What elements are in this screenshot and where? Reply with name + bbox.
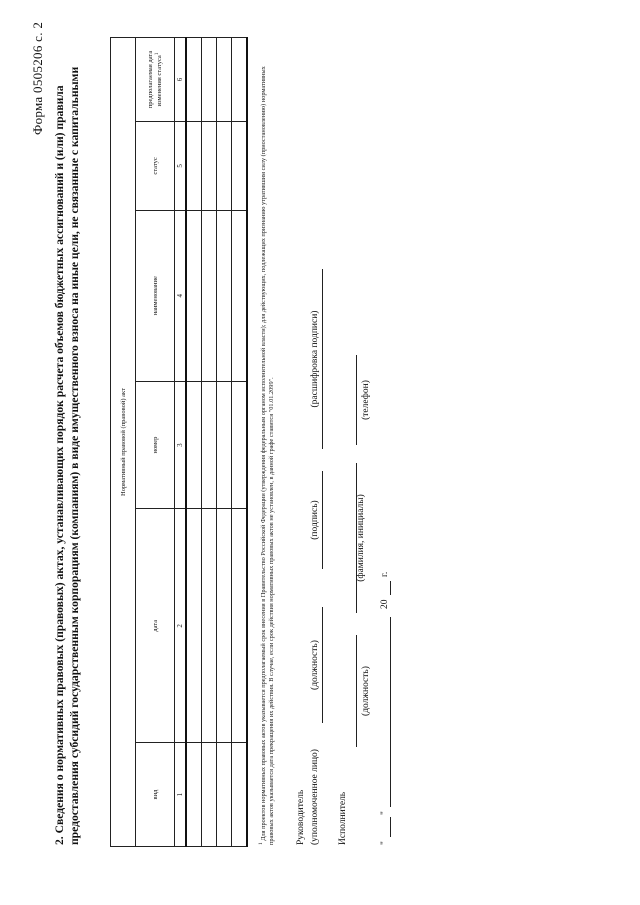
- date-quote-open: ": [380, 841, 390, 845]
- date-year-prefix: 20: [380, 599, 390, 609]
- table-cell: [202, 121, 217, 210]
- col-header-status-change-date-text: предполагаемая дата изменения статуса: [146, 50, 164, 109]
- date-day-line: [390, 817, 391, 837]
- date-suffix: г.: [380, 571, 390, 577]
- table-row: [217, 38, 232, 847]
- col-header-status-change-date: [136, 38, 175, 122]
- table-cell: [217, 38, 232, 122]
- table-cell: [232, 509, 248, 743]
- table-cell: [217, 121, 232, 210]
- col-header-date: дата: [136, 509, 175, 743]
- table-cell: [186, 38, 202, 122]
- table-cell: [217, 210, 232, 381]
- form-code: Форма 0505206 с. 2: [30, 21, 45, 135]
- table-cell: [186, 210, 202, 381]
- table-cell: [186, 381, 202, 509]
- head-label: Руководитель: [296, 789, 306, 845]
- head-signature-caption: (подпись): [310, 500, 320, 540]
- date-quote-close: ": [380, 811, 390, 815]
- head-position-caption: (должность): [310, 640, 320, 690]
- head-label-authorized: (уполномоченное лицо): [310, 749, 320, 845]
- section-heading: 2. Сведения о нормативных правовых (правовых) актах, устанавливающих порядок расчета объемов бюджетных ассигнований и (или) правила предоставления субсидий государственным корпорациям (компаниям) в виде имущественного взноса на иные цели, не связанные с капитальными: [53, 66, 81, 845]
- table-row: [232, 38, 248, 847]
- table-cell: [232, 381, 248, 509]
- table-cell: [232, 210, 248, 381]
- head-position-line: [322, 607, 323, 723]
- executor-phone-line: [356, 355, 357, 445]
- footnote-marker: 1: [258, 842, 264, 845]
- table-cell: [232, 743, 248, 847]
- table-cell: [217, 381, 232, 509]
- head-decoding-line: [322, 269, 323, 449]
- table-cell: [217, 743, 232, 847]
- table-cell: [202, 381, 217, 509]
- table-row: [186, 38, 202, 847]
- col-header-status: статус: [136, 121, 175, 210]
- executor-position-caption: (должность): [361, 666, 371, 716]
- col-header-number: номер: [136, 381, 175, 509]
- table-cell: [186, 121, 202, 210]
- table-cell: [217, 509, 232, 743]
- group-header: Нормативный правовой (правовой) акт: [111, 38, 136, 847]
- col-number: 6: [175, 38, 187, 122]
- executor-phone-caption: (телефон): [361, 380, 371, 420]
- table-cell: [186, 743, 202, 847]
- date-month-line: [390, 617, 391, 807]
- col-number: 2: [175, 509, 187, 743]
- table-cell: [232, 38, 248, 122]
- table-cell: [202, 38, 217, 122]
- acts-table: [110, 37, 248, 847]
- col-number: 1: [175, 743, 187, 847]
- head-decoding-caption: (расшифровка подписи): [310, 310, 320, 408]
- col-number: 4: [175, 210, 187, 381]
- date-year-line: [390, 581, 391, 595]
- col-number: 5: [175, 121, 187, 210]
- col-header-name: наименование: [136, 210, 175, 381]
- executor-name-caption: (фамилия, инициалы): [356, 494, 366, 582]
- col-header-kind: вид: [136, 743, 175, 847]
- table-cell: [202, 210, 217, 381]
- executor-label: Исполнитель: [338, 791, 348, 845]
- footnote-ref: 1: [153, 52, 160, 56]
- table-row: [202, 38, 217, 847]
- footnote-text: Для проектов нормативных правовых актов указывается предполагаемый срок внесения в Правительство Российской Федерации (утверждения федеральным органом исполнительной власти); для действующих, подлежащих признанию утратившим силу (приостановлению) нормативных правовых актов указывается дата прекращения их действия. В случае, если срок действия нормативных правовых актов не установлен, в данной графе ставится "01.01.2099".: [260, 66, 276, 845]
- table-cell: [186, 509, 202, 743]
- executor-position-line: [356, 635, 357, 747]
- table-cell: [202, 509, 217, 743]
- table-cell: [232, 121, 248, 210]
- col-number: 3: [175, 381, 187, 509]
- footnote: [257, 45, 276, 845]
- head-signature-line: [322, 471, 323, 569]
- table-cell: [202, 743, 217, 847]
